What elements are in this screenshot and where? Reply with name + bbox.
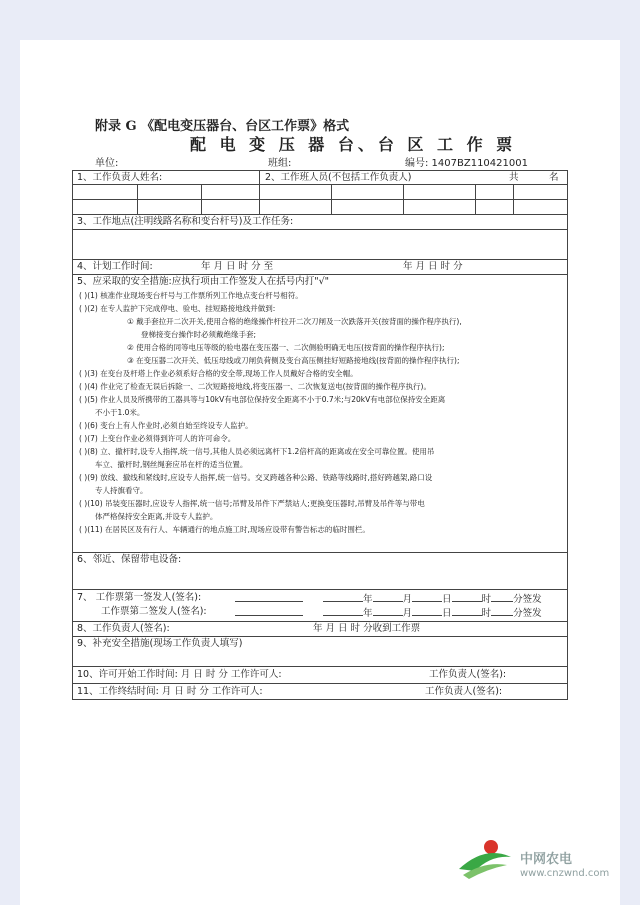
work-end-responsible: 工作负责人(签名):: [425, 686, 503, 697]
ticket-received-time: 年 月 日 时 分收到工作票: [313, 623, 421, 634]
first-issuer-label: 7、 工作票第一签发人(签名):: [77, 592, 202, 603]
serial-number: 编号: 1407BZ110421001: [405, 158, 528, 169]
measure-line: ( )(9) 放线、撤线和紧线时,应设专人指挥,统一信号。交叉跨越各种公路、铁路等线路时,搭好跨越架,路口设: [79, 473, 433, 482]
measure-line: ( )(8) 立、撤杆时,设专人指挥,统一信号,其他人员必须远离杆下1.2倍杆高的距离或在安全可靠位置。使用吊: [79, 447, 435, 456]
measure-line: ③ 在变压器二次开关、低压母线或刀闸负荷侧及变台高压侧挂好短路接地线(按背面的操作程序执行);: [127, 356, 460, 365]
responsible-sign-label: 8、工作负责人(签名):: [77, 623, 170, 634]
permit-start-label: 10、许可开始工作时间: 月 日 时 分 工作许可人:: [77, 669, 282, 680]
watermark-url: www.cnzwnd.com: [520, 868, 610, 879]
crew-members-label: 2、工作班人员(不包括工作负责人): [265, 172, 412, 183]
team-label: 班组:: [268, 158, 292, 169]
month: 月: [402, 594, 413, 605]
planned-time-from: 年 月 日 时 分 至: [201, 261, 274, 272]
crew-total-label: 共: [509, 172, 519, 183]
measure-line: ( )(6) 变台上有人作业时,必须自始至终设专人监护。: [79, 421, 253, 430]
safety-measures-heading: 5、应采取的安全措施:应执行项由工作签发人在括号内打"√": [77, 276, 330, 287]
cnzwnd-logo-icon: [455, 835, 515, 881]
adjacent-live-equipment-label: 6、邻近、保留带电设备:: [77, 554, 182, 565]
supplementary-measures-label: 9、补充安全措施(现场工作负责人填写): [77, 638, 243, 649]
measure-line: 不小于1.0米。: [95, 408, 145, 417]
appendix-heading: 附录 G 《配电变压器台、台区工作票》格式: [95, 119, 350, 134]
measure-line: ① 戴手套拉开二次开关,使用合格的绝缘操作杆拉开二次刀闸及一次跌落开关(按背面的操作程序执行),: [127, 317, 462, 326]
measure-line: ( )(11) 在居民区及有行人、车辆通行的地点施工时,现场应设带有警告标志的临时围栏。: [79, 525, 370, 534]
work-end-label: 11、工作终结时间: 月 日 时 分 工作许可人:: [77, 686, 263, 697]
work-location-label: 3、工作地点(注明线路名称和变台杆号)及工作任务:: [77, 216, 294, 227]
responsible-person-label: 1、工作负责人姓名:: [77, 172, 163, 183]
measure-line: ( )(4) 作业完了检查无误后拆除一、二次短路接地线,将变压器一、二次恢复送电(按背面的操作程序执行)。: [79, 382, 431, 391]
work-ticket-form: 1、工作负责人姓名: 2、工作班人员(不包括工作负责人) 共 名 3、工作地点(注明线路名称和变台杆号)及工作任务: 4、计划工作时间: 年 月 日 时 分 至 年 月 日 时 分 5、应采取的安全措施:应执行项由工作签发人在括号内打"√" ( )(1) 核准作业现场变台杆号与工作票所列工作地点变台杆号相符。 ( )(2) 在专人监护下完成停电、验电、挂短路接地线并做到: ① 戴手套拉开二次开关,使用合格的绝缘操作杆拉开二次刀闸及一次跌落开关(按背面的操作程序执行), 登梯接变台操作时必须戴绝缘手套; ② 使用合格的同等电压等级的验电器在变压器一、二次侧验明确无电压(按背面的操作程序执行); ③ 在变压器二次开关、低压母线或刀闸负荷侧及变台高压侧挂好短路接地线(按背面的操作程序执行); ( )(3) 在变台及杆塔上作业必须系好合格的安全带,现场工作人员戴好合格的安全帽。 ( )(4) 作业完了检查无误后拆除一、二次短路接地线,将变压器一、二次恢复送电(按背面的操作程序执行)。 ( )(5) 作业人员及所携带的工器具等与10kV有电部位保持安全距离不小于0.7米;与20kV有电部位保持安全距离 不小于1.0米。 ( )(6) 变台上有人作业时,必须自始至终设专人监护。 ( )(7) 上变台作业必须得到许可人的许可命令。 ( )(8) 立、撤杆时,设专人指挥,统一信号,其他人员必须远离杆下1.2倍杆高的距离或在安全可靠位置。使用吊 车立、撤杆时,钢丝绳套应吊在杆的适当位置。 ( )(9) 放线、撤线和紧线时,应设专人指挥,统一信号。交叉跨越各种公路、铁路等线路时,搭好跨越架,路口设 专人持旗看守。 ( )(10) 吊装变压器时,应设专人指挥,统一信号;吊臂及吊件下严禁站人;更换变压器时,吊臂及吊件等与带电 体严格保持安全距离,并设专人监护。 ( )(11) 在居民区及有行人、车辆通行的地点施工时,现场应设带有警告标志的临时围栏。 6、邻近、保留带电设备: 7、 工作票第一签发人(签名): 工作票第二签发人(签名): 年 月 日 时 分签发 年 月 日 时 分签发 8、工作负责人(签名): 年 月 日 时 分收到工作票 9、补充安全措施(现场工作负责人填写) 10、许可开始工作时间: 月 日 时 分 工作许可人: 工作负责人(签名): 11、工作终结时间: 月 日 时 分 工作许可人: 工作负责人(签名):: [72, 170, 568, 700]
measure-line: 专人持旗看守。: [95, 486, 148, 495]
permit-start-responsible: 工作负责人(签名):: [429, 669, 507, 680]
planned-time-to: 年 月 日 时 分: [403, 261, 463, 272]
unit-label: 单位:: [95, 158, 119, 169]
measure-line: ( )(3) 在变台及杆塔上作业必须系好合格的安全带,现场工作人员戴好合格的安全帽。: [79, 369, 358, 378]
measure-line: ② 使用合格的同等电压等级的验电器在变压器一、二次侧验明确无电压(按背面的操作程序执行);: [127, 343, 445, 352]
measure-line: 车立、撤杆时,钢丝绳套应吊在杆的适当位置。: [95, 460, 248, 469]
second-issuer-label: 工作票第二签发人(签名):: [101, 606, 207, 617]
measure-line: 体严格保持安全距离,并设专人监护。: [95, 512, 218, 521]
crew-unit-label: 名: [549, 172, 559, 183]
watermark-name: 中网农电: [520, 852, 573, 867]
measure-line: ( )(2) 在专人监护下完成停电、验电、挂短路接地线并做到:: [79, 304, 276, 313]
page-title: 配 电 变 压 器 台、台 区 工 作 票: [190, 135, 517, 154]
planned-time-label: 4、计划工作时间:: [77, 261, 153, 272]
measure-line: ( )(5) 作业人员及所携带的工器具等与10kV有电部位保持安全距离不小于0.7米;与20kV有电部位保持安全距离: [79, 395, 446, 404]
measure-line: ( )(7) 上变台作业必须得到许可人的许可命令。: [79, 434, 236, 443]
measure-line: ( )(1) 核准作业现场变台杆号与工作票所列工作地点变台杆号相符。: [79, 291, 303, 300]
measure-line: ( )(10) 吊装变压器时,应设专人指挥,统一信号;吊臂及吊件下严禁站人;更换变压器时,吊臂及吊件等与带电: [79, 499, 425, 508]
measure-line: 登梯接变台操作时必须戴绝缘手套;: [141, 330, 257, 339]
